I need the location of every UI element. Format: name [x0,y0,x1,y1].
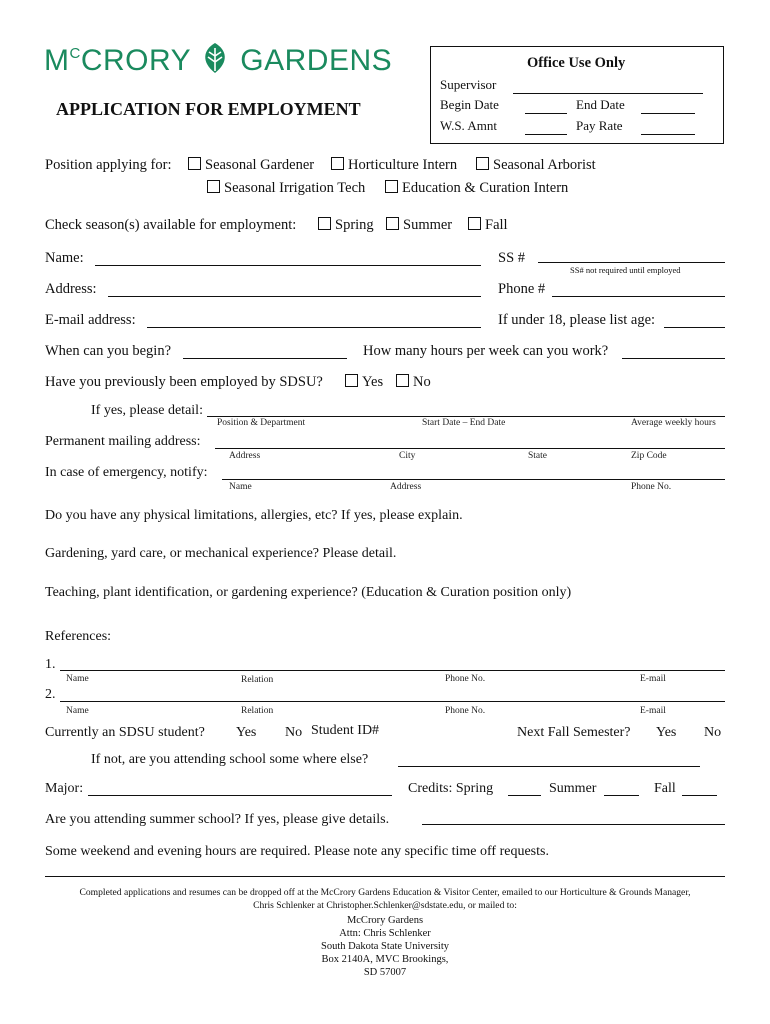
caption-position-department: Position & Department [217,418,306,428]
references-label: References: [45,629,112,644]
caption-emerg-address: Address [390,482,422,492]
mailing-address-5: SD 57007 [363,967,407,978]
question-limitations: Do you have any physical limitations, allergies, etc? If yes, please explain. [45,508,463,523]
ref1-caption-phone: Phone No. [445,674,486,684]
end-date-field[interactable] [641,113,695,114]
checkbox-icon[interactable] [188,157,201,170]
address-field[interactable] [108,296,481,297]
elsewhere-label: If not, are you attending school some where else? [91,752,369,767]
position-option-horticulture-intern[interactable]: Horticulture Intern [329,157,457,174]
page-title: APPLICATION FOR EMPLOYMENT [56,99,361,119]
student-id-label: Student ID# [311,723,380,738]
logo-gardens: GARDENS [240,44,393,77]
begin-field[interactable] [183,358,347,359]
email-field[interactable] [147,327,481,328]
ss-label: SS # [498,250,526,266]
pay-rate-field[interactable] [641,134,695,135]
reference-1-number: 1. [45,657,56,672]
credits-summer-field[interactable] [604,795,639,796]
mailing-address-4: Box 2140A, MVC Brookings, [321,954,449,965]
ref2-caption-name: Name [66,706,89,716]
perm-address-field[interactable] [215,448,725,449]
ref2-caption-relation: Relation [241,706,274,716]
office-use-box [430,46,724,144]
checkbox-icon[interactable] [385,180,398,193]
checkbox-icon[interactable] [318,217,331,230]
pay-rate-label: Pay Rate [576,118,623,133]
mailing-address-1: McCrory Gardens [346,915,424,926]
ref2-caption-phone: Phone No. [445,706,486,716]
major-field[interactable] [88,795,392,796]
reference-1-field[interactable] [60,670,725,671]
address-label: Address: [45,281,97,297]
ws-amnt-label: W.S. Amnt [440,118,497,133]
ss-note: SS# not required until employed [570,265,681,275]
checkbox-icon[interactable] [386,217,399,230]
detail-label: If yes, please detail: [91,403,203,418]
ref1-caption-name: Name [66,674,89,684]
current-student-label: Currently an SDSU student? [45,725,205,740]
prev-employed-label: Have you previously been employed by SDSU? [45,374,323,390]
elsewhere-field[interactable] [398,766,700,767]
logo-c: C [69,45,81,62]
ref1-caption-email: E-mail [640,674,666,684]
emergency-field[interactable] [222,479,725,480]
begin-date-field[interactable] [525,113,567,114]
summer-school-label: Are you attending summer school? If yes, please give details. [45,812,390,827]
mccrory-gardens-logo: $M^CCRORY$ GARDENS [44,44,393,77]
position-label: Position applying for: [45,157,172,173]
ws-amnt-field[interactable] [525,134,567,135]
leaf-icon [200,42,230,74]
phone-label: Phone # [498,281,546,297]
position-option-seasonal-arborist[interactable]: Seasonal Arborist [474,157,596,174]
ref2-caption-email: E-mail [640,706,666,716]
credits-spring-label: Credits: Spring [408,781,494,796]
current-student-no[interactable]: No [285,725,303,740]
mailing-address-3: South Dakota State University [320,941,450,952]
major-label: Major: [45,781,84,796]
logo-m: M [44,44,70,77]
credits-fall-field[interactable] [682,795,717,796]
checkbox-icon[interactable] [476,157,489,170]
email-label: E-mail address: [45,312,136,328]
supervisor-field[interactable] [513,93,703,94]
season-fall[interactable]: Fall [466,217,508,234]
reference-2-number: 2. [45,687,56,702]
hours-field[interactable] [622,358,725,359]
caption-zip: Zip Code [631,451,667,461]
perm-address-label: Permanent mailing address: [45,434,201,449]
checkbox-icon[interactable] [207,180,220,193]
emergency-label: In case of emergency, notify: [45,465,208,480]
age-field[interactable] [664,327,725,328]
begin-date-label: Begin Date [440,97,499,112]
checkbox-icon[interactable] [345,374,358,387]
ss-field[interactable] [538,262,725,263]
name-field[interactable] [95,265,481,266]
caption-state: State [528,451,547,461]
season-summer[interactable]: Summer [384,217,452,234]
begin-label: When can you begin? [45,343,172,359]
summer-school-field[interactable] [422,824,725,825]
footer-line-1: Completed applications and resumes can be dropped off at the McCrory Gardens Education & Visitor Center, emailed to our Horticulture & Grounds Manager, [79,887,691,898]
checkbox-icon[interactable] [468,217,481,230]
next-fall-yes[interactable]: Yes [656,725,677,740]
divider [45,876,725,877]
hours-label: How many hours per week can you work? [363,343,609,359]
detail-field[interactable] [207,416,725,417]
prev-employed-yes[interactable]: Yes [343,374,383,391]
credits-summer-label: Summer [549,781,597,796]
next-fall-no[interactable]: No [704,725,722,740]
under18-label: If under 18, please list age: [498,312,656,328]
name-label: Name: [45,250,84,266]
caption-weekly-hours: Average weekly hours [631,418,716,428]
next-fall-label: Next Fall Semester? [517,725,631,740]
current-student-yes[interactable]: Yes [236,725,257,740]
position-option-irrigation-tech[interactable]: Seasonal Irrigation Tech [205,180,365,197]
position-option-seasonal-gardener[interactable]: Seasonal Gardener [186,157,314,174]
reference-2-field[interactable] [60,701,725,702]
mailing-address-2: Attn: Chris Schlenker [339,928,431,939]
credits-fall-label: Fall [654,781,676,796]
caption-start-end-date: Start Date – End Date [422,418,506,428]
caption-emerg-name: Name [229,482,252,492]
end-date-label: End Date [576,97,625,112]
ref1-caption-relation: Relation [241,675,274,685]
prev-employed-no[interactable]: No [394,374,431,391]
caption-city: City [399,451,416,461]
footer-line-2: Chris Schlenker at Christopher.Schlenker@sdstate.edu, or mailed to: [253,900,517,911]
credits-spring-field[interactable] [508,795,541,796]
position-option-education-curation[interactable]: Education & Curation Intern [383,180,568,197]
question-teaching: Teaching, plant identification, or gardening experience? (Education & Curation position only) [45,585,572,600]
supervisor-label: Supervisor [440,77,497,92]
checkbox-icon[interactable] [396,374,409,387]
question-gardening: Gardening, yard care, or mechanical experience? Please detail. [45,546,397,561]
office-title: Office Use Only [527,55,626,71]
season-spring[interactable]: Spring [316,217,374,234]
caption-emerg-phone: Phone No. [631,482,672,492]
weekend-note: Some weekend and evening hours are required. Please note any specific time off requests. [45,844,549,859]
phone-field[interactable] [552,296,725,297]
caption-address: Address [229,451,261,461]
season-label: Check season(s) available for employment: [45,217,297,233]
checkbox-icon[interactable] [331,157,344,170]
